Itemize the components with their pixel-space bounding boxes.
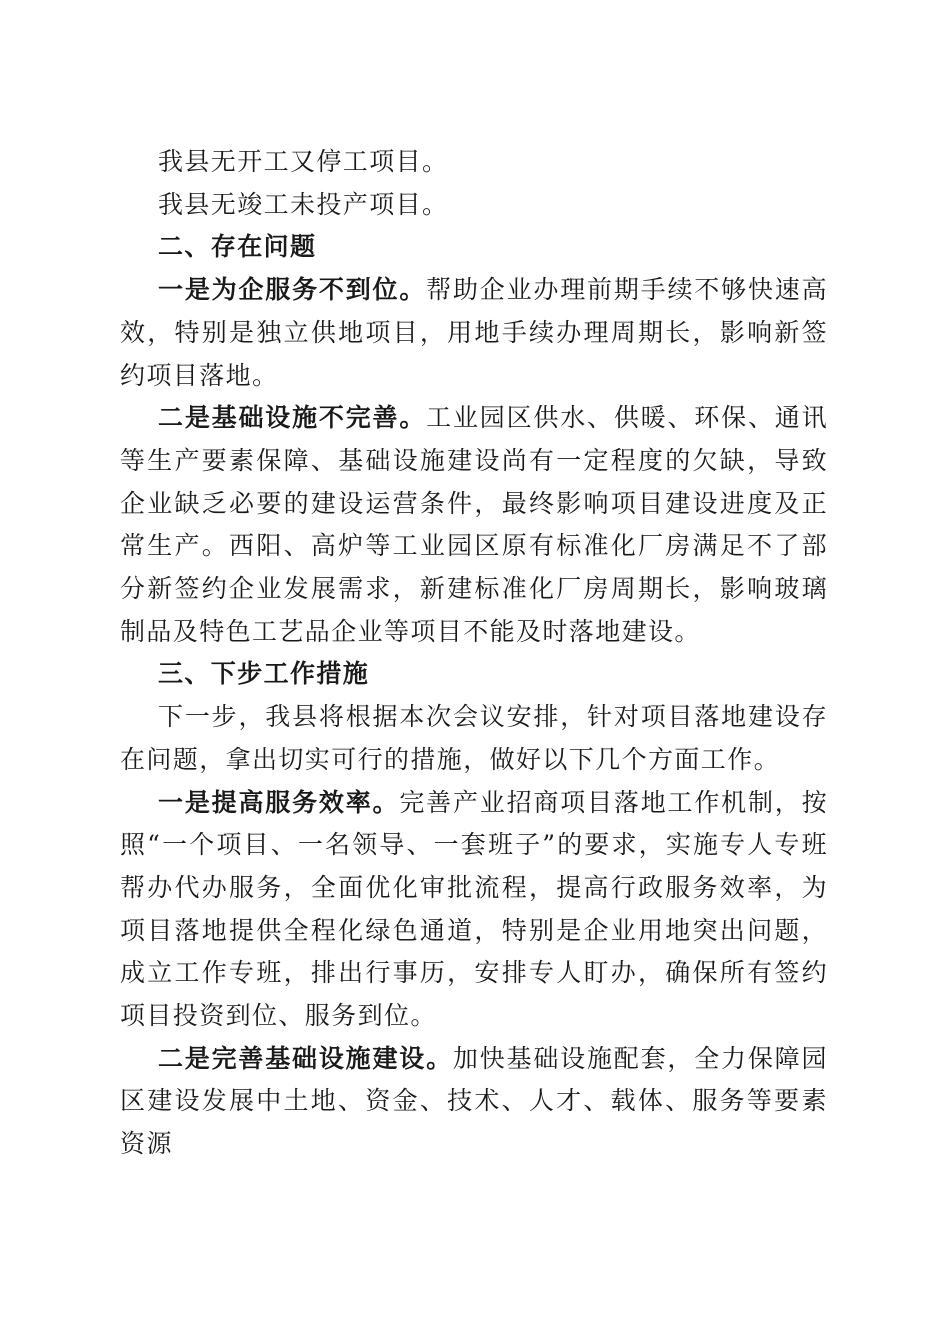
paragraph-next-step [120, 696, 828, 781]
paragraph-lead: 二是基础设施不完善。 [158, 403, 427, 433]
paragraph-no-stalled-projects [120, 141, 828, 184]
paragraph-lead: 一是为企服务不到位。 [158, 275, 427, 305]
document-page [120, 141, 828, 1166]
paragraph-measure-infrastructure [120, 1038, 828, 1166]
paragraph-text: 完善产业招商项目落地工作机制，按照“一个项目、一名领导、一套班子”的要求，实施专人专班帮办代办服务，全面优化审批流程，提高行政服务效率，为项目落地提供全程化绿色通道，特别是企业用地突出问题，成立工作专班，排出行事历，安排专人盯办，确保所有签约项目投资到位、服务到位。 [120, 787, 829, 1031]
paragraph-lead: 一是提高服务效率。 [158, 787, 400, 817]
paragraph-lead: 二是完善基础设施建设。 [158, 1043, 453, 1073]
paragraph-text: 我县无竣工未投产项目。 [158, 189, 449, 219]
paragraph-measure-efficiency [120, 782, 828, 1038]
section-heading-problems: 二、存在问题 [158, 232, 317, 262]
paragraph-no-idle-projects [120, 184, 828, 227]
paragraph-text: 加快基础设施配套，全力保障园区建设发展中土地、资金、技术、人才、载体、服务等要素资源 [120, 1043, 828, 1159]
paragraph-problem-infrastructure [120, 397, 828, 653]
paragraph-text: 下一步，我县将根据本次会议安排，针对项目落地建设存在问题，拿出切实可行的措施，做好以下几个方面工作。 [120, 702, 828, 774]
paragraph-text: 工业园区供水、供暖、环保、通讯等生产要素保障、基础设施建设尚有一定程度的欠缺，导致企业缺乏必要的建设运营条件，最终影响项目建设进度及正常生产。西阳、高炉等工业园区原有标准化厂房满足不了部分新签约企业发展需求，新建标准化厂房周期长，影响玻璃制品及特色工艺品企业等项目不能及时落地建设。 [120, 403, 828, 646]
paragraph-text: 帮助企业办理前期手续不够快速高效，特别是独立供地项目，用地手续办理周期长，影响新签约项目落地。 [120, 275, 828, 390]
section-heading-measures: 三、下步工作措施 [158, 659, 370, 689]
paragraph-text: 我县无开工又停工项目。 [158, 147, 449, 176]
paragraph-problem-service [120, 269, 828, 397]
